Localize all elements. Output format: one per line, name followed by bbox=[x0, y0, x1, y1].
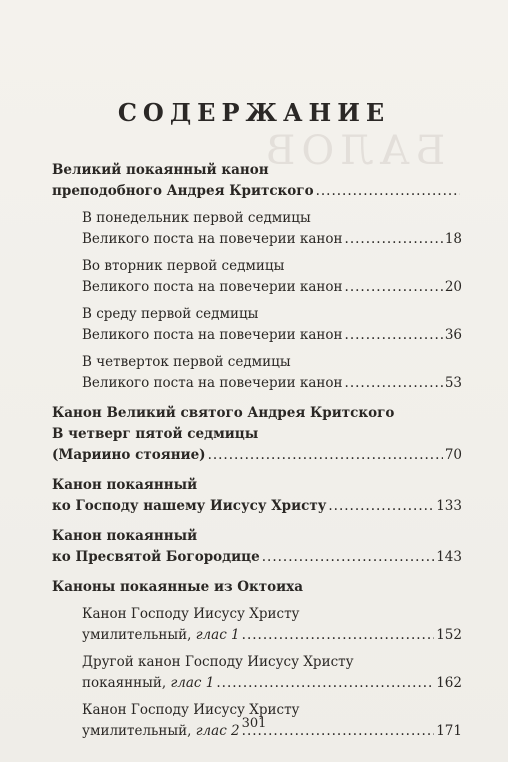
toc-entry-text bbox=[82, 325, 343, 346]
toc-entry-text bbox=[82, 673, 214, 694]
toc-subentry[interactable] bbox=[52, 304, 462, 346]
toc-subentry[interactable] bbox=[52, 256, 462, 298]
page-number: 301 bbox=[241, 716, 267, 731]
dot-leader bbox=[345, 277, 443, 298]
toc-page-number: 152 bbox=[436, 627, 462, 643]
toc-entry-text-main: преподобного Андрея Критского bbox=[52, 183, 314, 199]
toc-section-entry[interactable] bbox=[52, 577, 462, 598]
toc-entry-last-line bbox=[82, 325, 462, 346]
toc-entry-tone: глас 1 bbox=[170, 675, 215, 691]
toc-entry-line: Канон покаянный bbox=[52, 528, 198, 544]
toc-gap bbox=[52, 517, 462, 526]
toc-entry-line: Канон Великий святого Андрея Критского bbox=[52, 405, 395, 421]
toc-entry-last-line bbox=[52, 181, 462, 202]
toc-page-number: 162 bbox=[436, 675, 462, 691]
toc-entry-text bbox=[52, 445, 206, 466]
toc-entry-last-line bbox=[52, 496, 462, 517]
toc-subentry[interactable] bbox=[52, 652, 462, 694]
toc-section-entry[interactable] bbox=[52, 526, 462, 568]
dot-leader bbox=[208, 445, 443, 466]
toc-page-number: 18 bbox=[444, 231, 462, 247]
toc-page-number: 53 bbox=[444, 375, 462, 391]
toc-entry-line: Канон Господу Иисусу Христу bbox=[82, 606, 300, 622]
dot-leader bbox=[345, 229, 443, 250]
toc-entry-line: В понедельник первой седмицы bbox=[82, 210, 311, 226]
toc-entry-text-main: Великого поста на повечерии канон bbox=[82, 375, 343, 391]
toc-entry-text-main: Великого поста на повечерии канон bbox=[82, 327, 343, 343]
toc-entry-text bbox=[82, 373, 343, 394]
toc-entry-line: Канон покаянный bbox=[52, 477, 198, 493]
toc-entry-text-main: умилительный, bbox=[82, 723, 196, 739]
toc-entry-line: Другой канон Господу Иисусу Христу bbox=[82, 654, 354, 670]
dot-leader bbox=[328, 496, 434, 517]
bleed-through-text: БАЛОВ bbox=[260, 128, 446, 174]
toc-gap bbox=[52, 466, 462, 475]
toc-entry-last-line bbox=[82, 673, 462, 694]
toc-entry-line: Канон Господу Иисусу Христу bbox=[82, 702, 300, 718]
toc-entry-text-main: Великого поста на повечерии канон bbox=[82, 231, 343, 247]
toc-entry-text-main: Каноны покаянные из Октоиха bbox=[52, 579, 303, 595]
dot-leader bbox=[345, 373, 443, 394]
toc-entry-line: В четверг пятой седмицы bbox=[52, 426, 259, 442]
toc-entry-line: Во вторник первой седмицы bbox=[82, 258, 285, 274]
dot-leader bbox=[242, 625, 435, 646]
dot-leader bbox=[262, 547, 434, 568]
toc-entry-line: В четверток первой седмицы bbox=[82, 354, 291, 370]
toc-entry-tone: глас 2 bbox=[195, 723, 240, 739]
toc-entry-text bbox=[52, 577, 303, 598]
toc-page-number: 20 bbox=[444, 279, 462, 295]
toc-section-entry[interactable] bbox=[52, 403, 462, 466]
toc-subentry[interactable] bbox=[52, 352, 462, 394]
dot-leader bbox=[316, 181, 460, 202]
toc-subentry[interactable] bbox=[52, 604, 462, 646]
toc-entry-text bbox=[82, 229, 343, 250]
toc-entry-text-main: умилительный, bbox=[82, 627, 196, 643]
toc-entry-text bbox=[82, 625, 240, 646]
toc-entry-tone: глас 1 bbox=[195, 627, 240, 643]
page-title: СОДЕРЖАНИЕ bbox=[117, 98, 391, 127]
toc-entry-last-line bbox=[82, 373, 462, 394]
table-of-contents bbox=[52, 160, 462, 742]
toc-page-number: 70 bbox=[444, 447, 462, 463]
toc-subentry[interactable] bbox=[52, 208, 462, 250]
toc-entry-text-main: ко Пресвятой Богородице bbox=[52, 549, 260, 565]
toc-entry-text bbox=[82, 277, 343, 298]
toc-entry-line: Великий покаянный канон bbox=[52, 162, 269, 178]
toc-entry-last-line bbox=[52, 445, 462, 466]
toc-entry-text-main: Великого поста на повечерии канон bbox=[82, 279, 343, 295]
toc-page-number: 36 bbox=[444, 327, 462, 343]
toc-gap bbox=[52, 394, 462, 403]
toc-section-entry[interactable] bbox=[52, 160, 462, 202]
toc-entry-text-main: покаянный, bbox=[82, 675, 171, 691]
dot-leader bbox=[216, 673, 434, 694]
toc-entry-line: В среду первой седмицы bbox=[82, 306, 259, 322]
toc-entry-text bbox=[52, 496, 326, 517]
dot-leader bbox=[345, 325, 443, 346]
toc-entry-text-main: ко Господу нашему Иисусу Христу bbox=[52, 498, 327, 514]
toc-entry-text bbox=[52, 181, 314, 202]
toc-entry-text-main: (Мариино стояние) bbox=[52, 447, 206, 463]
toc-page-number: 171 bbox=[436, 723, 462, 739]
toc-entry-text bbox=[52, 547, 260, 568]
toc-entry-last-line bbox=[82, 277, 462, 298]
toc-entry-last-line bbox=[52, 547, 462, 568]
toc-gap bbox=[52, 568, 462, 577]
toc-entry-last-line bbox=[82, 625, 462, 646]
toc-entry-last-line bbox=[82, 229, 462, 250]
toc-entry-last-line bbox=[52, 577, 462, 598]
toc-page-number: 133 bbox=[436, 498, 462, 514]
toc-page-number: 143 bbox=[436, 549, 462, 565]
toc-section-entry[interactable] bbox=[52, 475, 462, 517]
